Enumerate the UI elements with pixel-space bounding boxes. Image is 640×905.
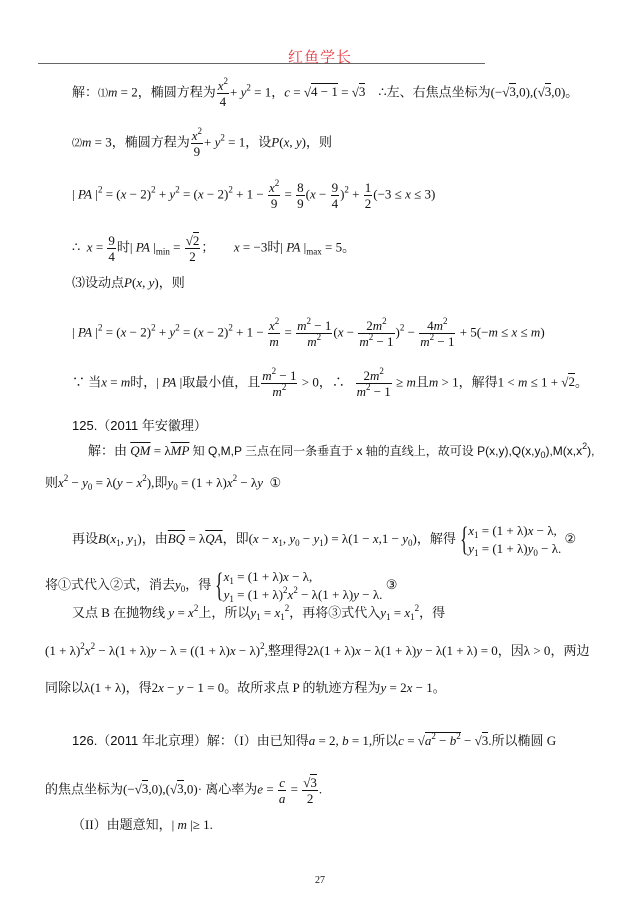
problem-125-line-1: 解：由 $\overline{QM} = \lambda\overline{MP}$ 知 Q,M,P 三点在同一条垂直于 x 轴的直线上，故可设 $P(x,y),Q(x,y_0),M(x,x^2)$, — [88, 441, 595, 460]
solution-line-1: 解：⑴m = 2，椭圆方程为 $\frac{x^2}{4}$ + $y^2 = 1$，c = √4 − 1 = √3 ∴左、右焦点坐标为(−√3,0),(√3,0)。 — [72, 76, 579, 109]
problem-125-line-2: 则$x^2 - y_0 = \lambda(y - x^2)$,即$y_0 = (1 + \lambda)x^2 - \lambda y$ ① — [45, 473, 282, 492]
page-header-title: 红鱼学长 — [287, 50, 352, 66]
problem-125-line-3: 再设$B(x_1$, $y_1$)，由$\overline{BQ} = \lambda\overline{QA}$，即($x - x_1$, $y_0 - y_1) = \lambda(1 - x,1 - y_0)$，解得 { $x_1 = (1 + \lambda)x - \lambda$, $y_1 = (1 + \lambda)y_0 - \lambda$. ② — [72, 521, 577, 558]
conclusion-part2: ∴ x = $\frac{9}{4}$ 时| PA $|_{min}$ = $\frac{√2}{2}$ ； x = −3时| PA $|_{max} = 5$。 — [72, 233, 356, 264]
solution-line-3: ⑶设动点P(x, y)，则 — [72, 275, 185, 290]
conclusion-part3: ∵ 当x = m时，| PA |取最小值，且 $\frac{m^2 - 1}{m^2}$ > 0，∴ $\frac{2m^2}{m^2 - 1}$ ≥ m且m > 1，解得1 < m ≤ 1 + √2。 — [72, 366, 588, 399]
problem-125-heading: 125.（2011 年安徽理） — [72, 418, 207, 433]
problem-125-line-7: 同除以λ(1 + λ)，得2x − y − 1 = 0。故所求点 P 的轨迹方程为y = 2x − 1。 — [45, 680, 446, 695]
equation-pa-squared-1: | PA $|^2 = (x - 2)^2 + y^2 = (x - 2)^2 + 1$ − $\frac{x^2}{9}$ = $\frac{8}{9}$ (x − $\frac{9}{4}$ )$^2$ + $\frac{1}{2}$ (−3 ≤ x ≤ 3) — [72, 178, 436, 211]
problem-126-line-3: （II）由题意知，| m |≥ 1. — [72, 817, 213, 832]
problem-125-line-6: $(1 + \lambda)^2x^2 - \lambda(1 + \lambda)y - \lambda = ((1 + \lambda)x - \lambda)^2$,整理得2λ(1 + λ)x − λ(1 + λ)y − λ(1 + λ) = 0，因λ > 0，两边 — [45, 641, 590, 658]
page-number: 27 — [315, 875, 325, 886]
header-divider — [38, 63, 485, 64]
problem-126-line-2: 的焦点坐标为(−√3,0),(√3,0)· 离心率为e = $\frac{c}{a}$ = $\frac{√3}{2}$ . — [45, 775, 323, 806]
equation-pa-squared-2: | PA $|^2 = (x - 2)^2 + y^2 = (x - 2)^2 + 1$ − $\frac{x^2}{m}$ = $\frac{m^2 - 1}{m^2}$ (x − $\frac{2m^2}{m^2 - 1}$ )$^2$ − $\frac{4m^2}{m^2 - 1}$ + 5(−m ≤ x ≤ m) — [72, 316, 545, 349]
problem-125-line-4: 将①式代入②式，消去$y_0$，得 { $x_1 = (1 + \lambda)x - \lambda$, $y_1 = (1 + \lambda)^2x^2 - \lambda(1 + \lambda)y - \lambda$. ③ — [45, 567, 398, 604]
solution-line-2: ⑵m = 3，椭圆方程为 $\frac{x^2}{9}$ + $y^2 = 1$，设P(x, y)，则 — [72, 126, 332, 159]
problem-125-line-5: 又点 B 在抛物线 $y = x^2$上，所以$y_1 = x_1^2$，再将③式代入$y_1 = x_1^2$，得 — [72, 603, 446, 622]
problem-126-line-1: 126.（2011 年北京理）解：（I）由已知得a = 2, b = 1,所以$c = √a^2 - b^2 - √3$.所以椭圆 G — [72, 731, 557, 748]
